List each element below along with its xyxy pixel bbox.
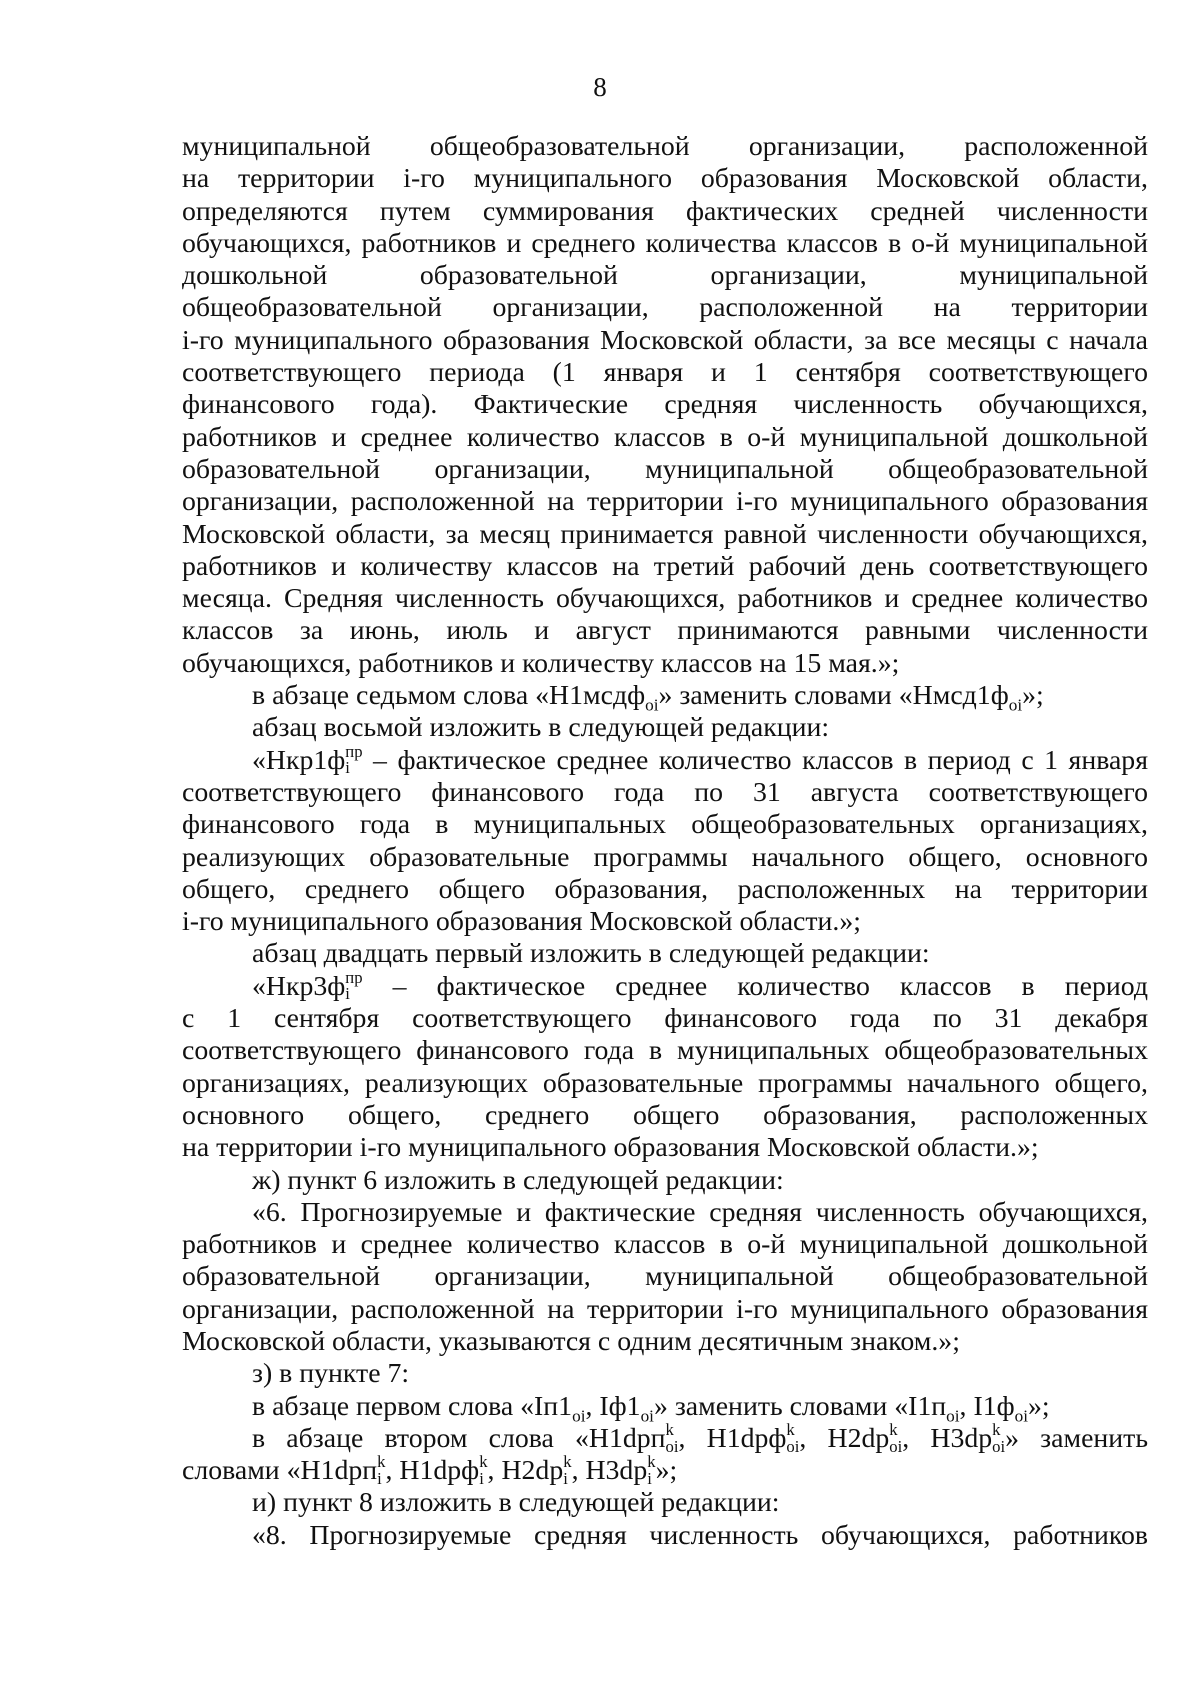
text-line: абзац двадцать первый изложить в следующей редакции: <box>252 938 930 970</box>
math-index: k i <box>563 1452 572 1488</box>
text-line: работников и среднее количество классов в о-й муниципальной дошкольной <box>182 421 1148 453</box>
math-index: k i <box>647 1452 656 1488</box>
text-line: «Нкр1ф пр i – фактическое среднее количество классов в период с 1 января <box>252 741 1148 778</box>
text-line: работников и среднее количество классов в о-й муниципальной дошкольной <box>182 1229 1148 1261</box>
text-line: работников и количеству классов на третий рабочий день соответствующего <box>182 550 1148 582</box>
text-line: соответствующего финансового года в муниципальных общеобразовательных <box>182 1035 1148 1067</box>
text-line: в абзаце втором слова «Н1dpп k oi , Н1dpф k oi , Н2dp k oi , Н3dp k oi » заменить <box>252 1419 1148 1456</box>
text-line: и) пункт 8 изложить в следующей редакции: <box>252 1487 780 1519</box>
text-line: общего, среднего общего образования, расположенных на территории <box>182 873 1148 905</box>
text-line: дошкольной образовательной организации, муниципальной <box>182 260 1148 292</box>
text-line: классов за июнь, июль и август принимаются равными численности <box>182 615 1148 647</box>
math-index: k oi <box>889 1419 903 1456</box>
math-index: k i <box>377 1452 386 1488</box>
text-line: «8. Прогнозируемые средняя численность обучающихся, работников <box>252 1519 1148 1551</box>
text-line: на территории i-го муниципального образования Московской области.»; <box>182 1132 1039 1164</box>
text-line: Московской области, указываются с одним десятичным знаком.»; <box>182 1325 960 1357</box>
text-line: ж) пункт 6 изложить в следующей редакции: <box>252 1164 784 1196</box>
math-index: пр i <box>345 741 363 778</box>
math-index: k oi <box>665 1419 679 1456</box>
text-line: основного общего, среднего общего образования, расположенных <box>182 1099 1148 1131</box>
document-body <box>182 131 1148 1552</box>
text-line: i-го муниципального образования Московской области, за все месяцы с начала <box>182 324 1148 356</box>
text-line: в абзаце седьмом слова «Н1мсдф$_{oi}$» заменить словами «$Нмсд1ф_{oi}$»; <box>252 680 1044 715</box>
text-line: общеобразовательной организации, расположенной на территории <box>182 292 1148 324</box>
text-line: финансового года в муниципальных общеобразовательных организациях, <box>182 809 1148 841</box>
text-line: организациях, реализующих образовательные программы начального общего, <box>182 1067 1148 1099</box>
text-line: месяца. Средняя численность обучающихся, работников и среднее количество <box>182 583 1148 615</box>
text-line: словами «Н1dpп k i , Н1dpф k i , Н2dp k i , Н3dp k i »; <box>182 1452 678 1488</box>
text-line: обучающихся, работников и количеству классов на 15 мая.»; <box>182 647 900 679</box>
text-line: в абзаце первом слова «$Iп1_{oi}$, $Iф1_{oi}$» заменить словами «$I1п_{oi}$, $I1ф_{oi}$»; <box>252 1390 1050 1426</box>
text-line: соответствующего периода (1 января и 1 сентября соответствующего <box>182 357 1148 389</box>
text-line: на территории i-го муниципального образования Московской области, <box>182 163 1148 195</box>
text-line: «Нкр3ф пр i – фактическое среднее количество классов в период <box>252 967 1148 1004</box>
page-number: 8 <box>593 72 607 102</box>
math-index: k oi <box>786 1419 800 1456</box>
text-line: реализующих образовательные программы начального общего, основного <box>182 841 1148 873</box>
text-line: муниципальной общеобразовательной организации, расположенной <box>182 131 1148 162</box>
math-index: k oi <box>992 1419 1006 1456</box>
text-line: организации, расположенной на территории i-го муниципального образования <box>182 1293 1148 1325</box>
text-line: обучающихся, работников и среднего количества классов в о-й муниципальной <box>182 227 1148 259</box>
text-line: образовательной организации, муниципальной общеобразовательной <box>182 1261 1148 1293</box>
text-line: определяются путем суммирования фактических средней численности <box>182 195 1148 227</box>
text-line: абзац восьмой изложить в следующей редакции: <box>252 712 830 744</box>
text-line: соответствующего финансового года по 31 августа соответствующего <box>182 776 1148 808</box>
text-line: организации, расположенной на территории i-го муниципального образования <box>182 486 1148 518</box>
text-line: з) в пункте 7: <box>252 1358 410 1390</box>
text-line: i-го муниципального образования Московской области.»; <box>182 906 861 938</box>
math-index: k i <box>479 1452 488 1488</box>
text-line: Московской области, за месяц принимается равной численности обучающихся, <box>182 518 1148 550</box>
text-line: образовательной организации, муниципальной общеобразовательной <box>182 453 1148 485</box>
text-line: с 1 сентября соответствующего финансового года по 31 декабря <box>182 1003 1148 1035</box>
text-line: «6. Прогнозируемые и фактические средняя численность обучающихся, <box>252 1196 1148 1228</box>
text-line: финансового года). Фактические средняя численность обучающихся, <box>182 389 1148 421</box>
math-index: пр i <box>345 967 363 1004</box>
